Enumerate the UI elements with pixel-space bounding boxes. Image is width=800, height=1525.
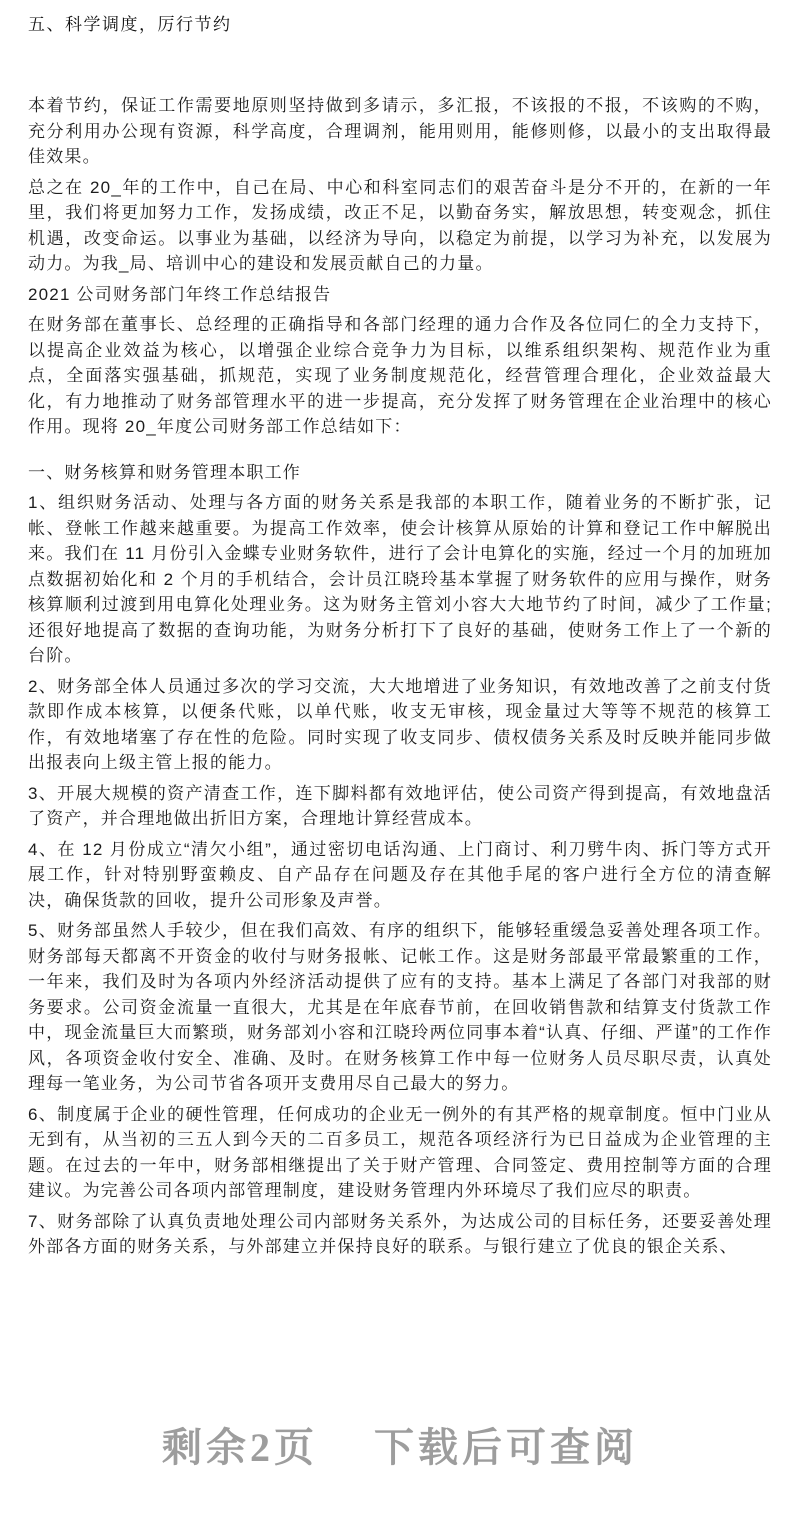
document-body <box>28 93 772 1260</box>
section-heading: 五、科学调度，厉行节约 <box>28 15 232 34</box>
paragraph: 4、在 12 月份成立“清欠小组”，通过密切电话沟通、上门商讨、利刀劈牛肉、拆门等方式开展工作，针对特别野蛮赖皮、自产品存在问题及存在其他手尾的客户进行全方位的清查解决，确保货款的回收，提升公司形象及声誉。 <box>28 839 772 910</box>
report-title-line: 2021 公司财务部门年终工作总结报告 <box>28 284 332 304</box>
pages-remaining-text: 剩余2页 <box>162 1425 318 1470</box>
paragraph: 3、开展大规模的资产清查工作，连下脚料都有效地评估，使公司资产得到提高，有效地盘活了资产，并合理地做出折旧方案，合理地计算经营成本。 <box>28 783 772 828</box>
paragraph: 5、财务部虽然人手较少，但在我们高效、有序的组织下，能够轻重缓急妥善处理各项工作。财务部每天都离不开资金的收付与财务报帐、记帐工作。这是财务部最平常最繁重的工作，一年来，我们及时为各项内外经济活动提供了应有的支持。基本上满足了各部门对我部的财务要求。公司资金流量一直很大，尤其是在年底春节前，在回收销售款和结算支付货款工作中，现金流量巨大而繁琐，财务部刘小容和江晓玲两位同事本着“认真、仔细、严谨”的工作作风，各项资金收付安全、准确、及时。在财务核算工作中每一位财务人员尽职尽责，认真处理每一笔业务，为公司节省各项开支费用尽自己最大的努力。 <box>28 921 772 1093</box>
pages-remaining-banner <box>0 1416 800 1473</box>
paragraph: 6、制度属于企业的硬性管理，任何成功的企业无一例外的有其严格的规章制度。恒中门业从无到有，从当初的三五人到今天的二百多员工，规范各项经济行为已日益成为企业管理的主题。在过去的一年中，财务部相继提出了关于财产管理、合同签定、费用控制等方面的合理建议。为完善公司各项内部管理制度，建设财务管理内外环境尽了我们应尽的职责。 <box>28 1104 772 1200</box>
download-hint-text: 下载后可查阅 <box>374 1425 638 1470</box>
paragraph: 总之在 20_年的工作中，自己在局、中心和科室同志们的艰苦奋斗是分不开的，在新的一年里，我们将更加努力工作，发扬成绩，改正不足，以勤奋务实，解放思想，转变观念，抓住机遇，改变命运。以事业为基础，以经济为导向，以稳定为前提，以学习为补充，以发展为动力。为我_局、培训中心的建设和发展贡献自己的力量。 <box>28 177 772 273</box>
subsection-heading: 一、财务核算和财务管理本职工作 <box>28 462 301 482</box>
paragraph: 本着节约，保证工作需要地原则坚持做到多请示，多汇报，不该报的不报，不该购的不购，充分利用办公现有资源，科学高度，合理调剂，能用则用，能修则修，以最小的支出取得最佳效果。 <box>28 96 772 166</box>
paragraph: 在财务部在董事长、总经理的正确指导和各部门经理的通力合作及各位同仁的全力支持下，以提高企业效益为核心，以增强企业综合竞争力为目标，以维系组织架构、规范作业为重点，全面落实强基础，抓规范，实现了业务制度规范化，经营管理合理化，企业效益最大化，有力地推动了财务部管理水平的进一步提高，充分发挥了财务管理在企业治理中的核心作用。现将 20_年度公司财务部工作总结如下： <box>28 315 772 436</box>
paragraph: 1、组织财务活动、处理与各方面的财务关系是我部的本职工作，随着业务的不断扩张，记帐、登帐工作越来越重要。为提高工作效率，使会计核算从原始的计算和登记工作中解脱出来。我们在 11 月份引入金蝶专业财务软件，进行了会计电算化的实施，经过一个月的加班加点数据初始化和 2 个月的手机结合，会计员江晓玲基本掌握了财务软件的应用与操作，财务核算顺利过渡到用电算化处理业务。这为财务主管刘小容大大地节约了时间，减少了工作量;还很好地提高了数据的查询功能，为财务分析打下了良好的基础，使财务工作上了一个新的台阶。 <box>28 493 772 665</box>
paragraph: 7、财务部除了认真负责地处理公司内部财务关系外，为达成公司的目标任务，还要妥善处理外部各方面的财务关系，与外部建立并保持良好的联系。与银行建立了优良的银企关系、 <box>28 1211 772 1256</box>
paragraph: 2、财务部全体人员通过多次的学习交流，大大地增进了业务知识，有效地改善了之前支付货款即作成本核算，以便条代账，以单代账，收支无审核，现金量过大等等不规范的核算工作，有效地堵塞了存在性的危险。同时实现了收支同步、债权债务关系及时反映并能同步做出报表向上级主管上报的能力。 <box>28 676 772 772</box>
